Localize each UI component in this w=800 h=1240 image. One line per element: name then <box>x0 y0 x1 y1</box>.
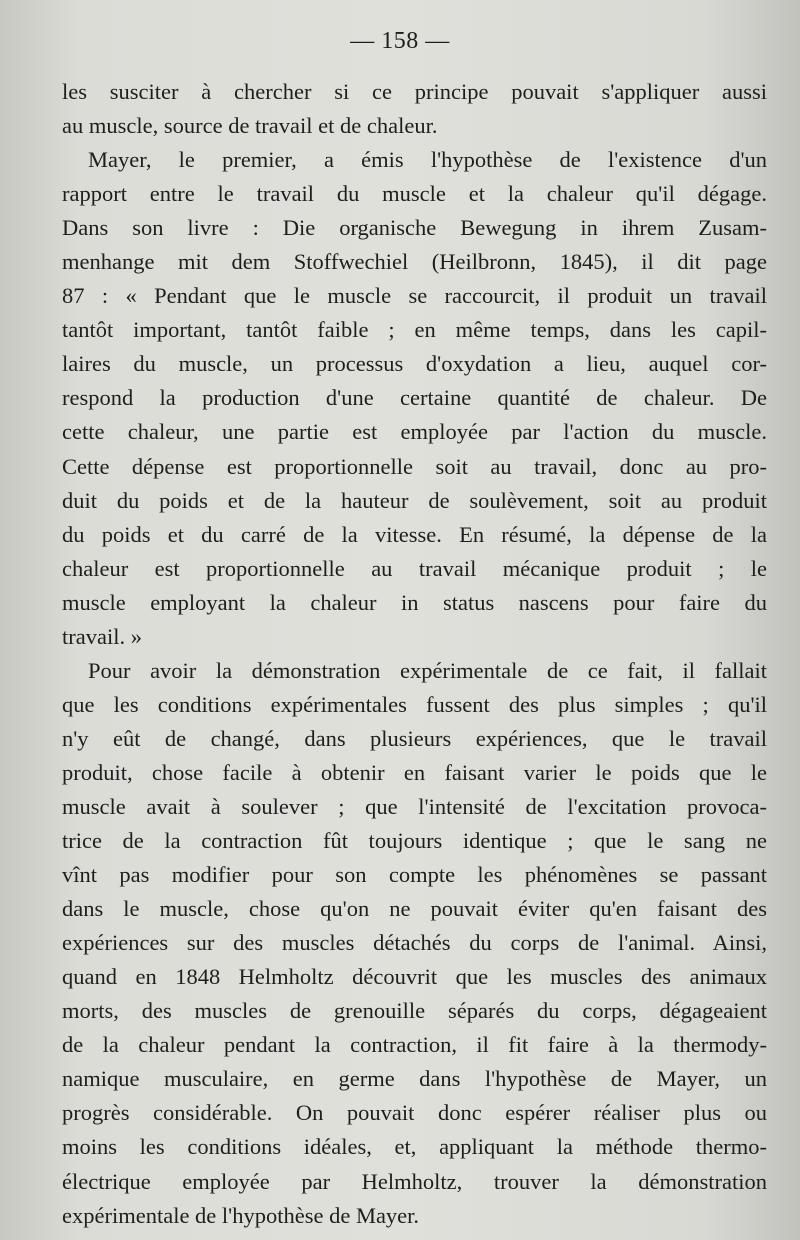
text-line: namique musculaire, en germe dans l'hypothèse de Mayer, un <box>62 1066 767 1092</box>
text-line: rapport entre le travail du muscle et la chaleur qu'il dégage. <box>62 181 767 207</box>
text-line: travail. » <box>62 623 142 649</box>
text-line: 87 : « Pendant que le muscle se raccourcit, il produit un travail <box>62 283 767 309</box>
text-line: duit du poids et de la hauteur de soulèvement, soit au produit <box>62 487 767 513</box>
text-line: expériences sur des muscles détachés du corps de l'animal. Ainsi, <box>62 930 767 956</box>
body-text <box>62 75 767 1233</box>
text-line: dans le muscle, chose qu'on ne pouvait éviter qu'en faisant des <box>62 896 767 922</box>
text-line: Dans son livre : Die organische Bewegung in ihrem Zusam- <box>62 215 767 241</box>
text-line: cette chaleur, une partie est employée par l'action du muscle. <box>62 419 767 445</box>
page-number: — 158 — <box>350 28 450 54</box>
text-line: chaleur est proportionnelle au travail mécanique produit ; le <box>62 555 767 581</box>
text-line: trice de la contraction fût toujours identique ; que le sang ne <box>62 828 767 854</box>
text-line: morts, des muscles de grenouille séparés du corps, dégageaient <box>62 998 767 1024</box>
text-line: les susciter à chercher si ce principe pouvait s'appliquer aussi <box>62 79 767 104</box>
text-line: progrès considérable. On pouvait donc espérer réaliser plus ou <box>62 1100 767 1126</box>
text-line: Pour avoir la démonstration expérimentale de ce fait, il fallait <box>88 657 767 683</box>
text-line: quand en 1848 Helmholtz découvrit que les muscles des animaux <box>62 964 767 990</box>
text-line: menhange mit dem Stoffwechiel (Heilbronn, 1845), il dit page <box>62 249 767 275</box>
text-line: de la chaleur pendant la contraction, il fit faire à la thermody- <box>62 1032 767 1058</box>
text-line: du poids et du carré de la vitesse. En résumé, la dépense de la <box>62 521 767 547</box>
text-line: Mayer, le premier, a émis l'hypothèse de l'existence d'un <box>88 147 767 173</box>
text-line: expérimentale de l'hypothèse de Mayer. <box>62 1202 420 1228</box>
text-line: au muscle, source de travail et de chaleur. <box>62 113 438 139</box>
text-line: respond la production d'une certaine quantité de chaleur. De <box>62 385 767 411</box>
text-line: que les conditions expérimentales fussent des plus simples ; qu'il <box>62 691 767 717</box>
text-line: laires du muscle, un processus d'oxydation a lieu, auquel cor- <box>62 351 767 377</box>
text-line: tantôt important, tantôt faible ; en même temps, dans les capil- <box>62 317 767 343</box>
text-line: Cette dépense est proportionnelle soit au travail, donc au pro- <box>62 453 767 479</box>
text-line: n'y eût de changé, dans plusieurs expériences, que le travail <box>62 725 767 751</box>
text-line: produit, chose facile à obtenir en faisant varier le poids que le <box>62 759 767 785</box>
text-line: muscle avait à soulever ; que l'intensité de l'excitation provoca- <box>62 793 767 819</box>
text-line: vînt pas modifier pour son compte les phénomènes se passant <box>62 862 767 888</box>
text-line: muscle employant la chaleur in status nascens pour faire du <box>62 589 767 615</box>
text-line: moins les conditions idéales, et, appliquant la méthode thermo- <box>62 1134 767 1160</box>
text-line: électrique employée par Helmholtz, trouver la démonstration <box>62 1168 767 1194</box>
